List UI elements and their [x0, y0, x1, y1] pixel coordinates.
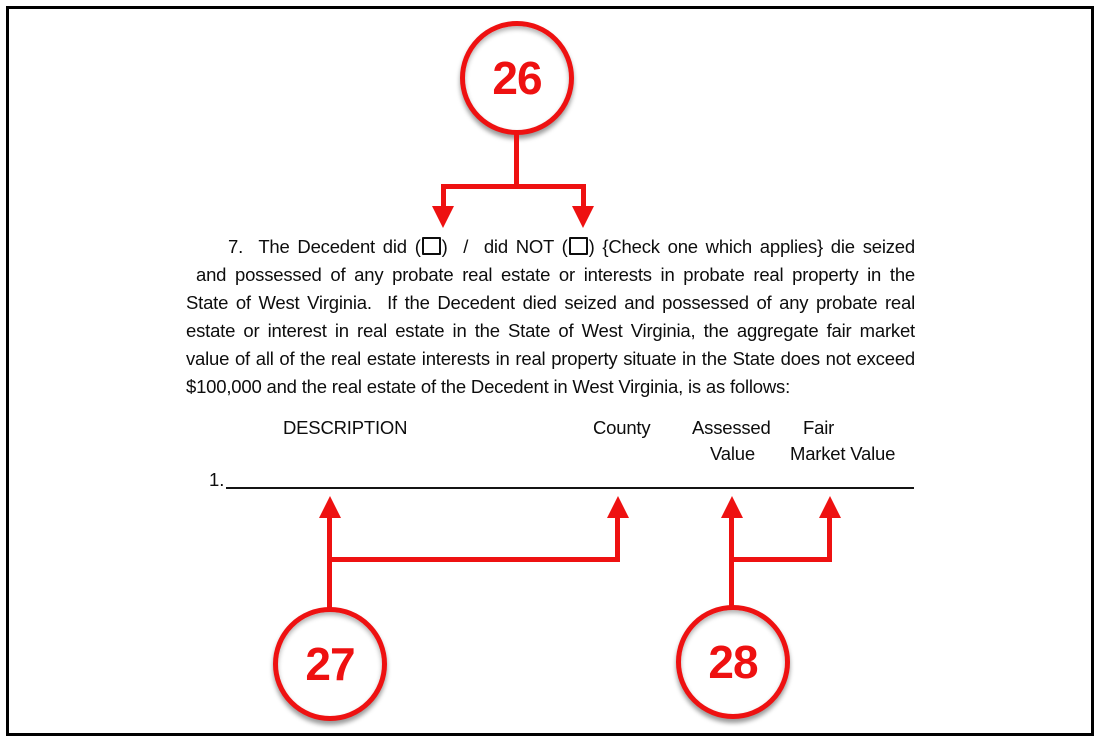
paragraph-line1-post: ) {Check one which applies} die seized — [588, 236, 915, 257]
callout-circle-26 — [460, 21, 574, 135]
callout-27-left-riser-line — [327, 514, 332, 562]
row-1-number: 1. — [209, 469, 225, 490]
arrow-down-icon — [572, 206, 594, 228]
callout-number-28: 28 — [708, 636, 758, 688]
arrow-down-icon — [432, 206, 454, 228]
row-1-blank-field[interactable] — [226, 467, 914, 489]
paragraph-line-3: State of West Virginia. If the Decedent died seized and possessed of any probate real — [186, 292, 915, 313]
callout-27-stem-line — [327, 562, 332, 610]
checkbox-did-not[interactable] — [569, 237, 588, 255]
column-header-fair: Fair — [803, 417, 835, 438]
callout-28-right-riser-line — [827, 514, 832, 557]
column-header-assessed-value: Value — [710, 443, 755, 464]
paragraph-line-5: value of all of the real estate interests in real property situate in the State does not exceed — [186, 348, 915, 369]
paragraph-line-6: $100,000 and the real estate of the Decedent in West Virginia, is as follows: — [186, 376, 791, 397]
callout-circle-27 — [273, 607, 387, 721]
callout-28-branch-line — [729, 557, 832, 562]
column-header-county: County — [593, 417, 651, 438]
callout-circle-28 — [676, 605, 790, 719]
callout-28-stem-line — [729, 562, 734, 607]
checkbox-did[interactable] — [422, 237, 441, 255]
callout-28-left-riser-line — [729, 514, 734, 562]
paragraph-line-1 — [186, 233, 915, 261]
callout-27-branch-line — [327, 557, 620, 562]
form-paragraph-item-7 — [186, 233, 915, 401]
callout-number-26: 26 — [492, 52, 542, 104]
callout-26-left-drop-line — [441, 186, 446, 208]
callout-number-27: 27 — [305, 638, 355, 690]
callout-26-branch-line — [441, 184, 586, 189]
column-header-market-value: Market Value — [790, 443, 896, 464]
paragraph-line-4: estate or interest in real estate in the State of West Virginia, the aggregate fair market — [186, 320, 915, 341]
column-header-description: DESCRIPTION — [283, 417, 408, 438]
callout-27-right-riser-line — [615, 514, 620, 557]
paragraph-line1-mid: ) / did NOT ( — [441, 236, 568, 257]
column-header-assessed: Assessed — [692, 417, 771, 438]
paragraph-line-2: and possessed of any probate real estate or interests in probate real property in the — [196, 264, 915, 285]
paragraph-line1-pre: 7. The Decedent did ( — [228, 236, 421, 257]
callout-26-right-drop-line — [581, 186, 586, 208]
callout-26-stem-line — [514, 133, 519, 186]
